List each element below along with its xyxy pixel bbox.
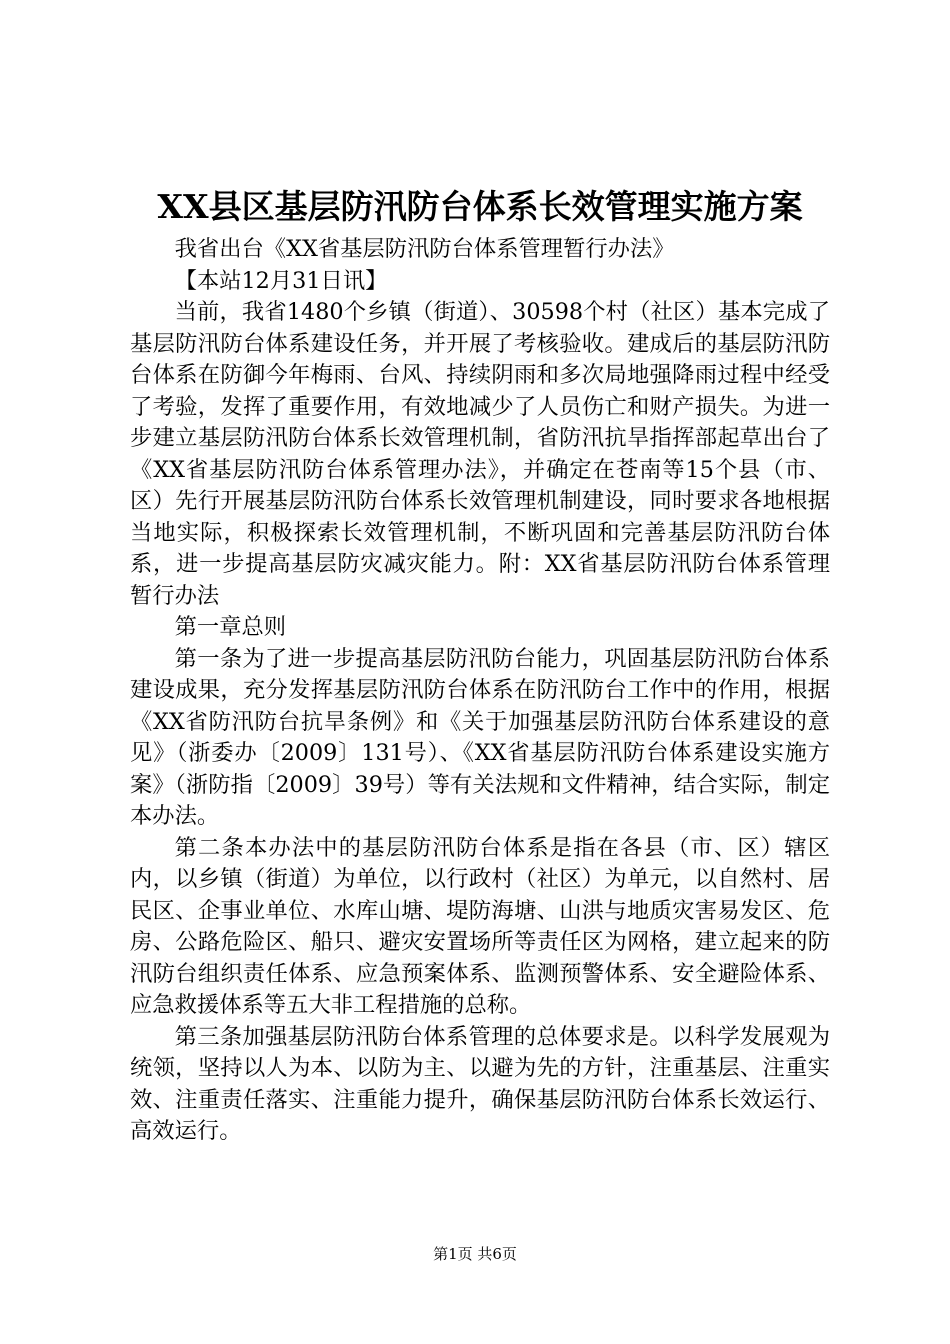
document-title: XX县区基层防汛防台体系长效管理实施方案 <box>157 187 803 226</box>
paragraph-article-3: 第三条加强基层防汛防台体系管理的总体要求是。以科学发展观为统领，坚持以人为本、以防为主、以避为先的方针，注重基层、注重实效、注重责任落实、注重能力提升，确保基层防汛防台体系长效运行、高效运行。 <box>130 1023 830 1144</box>
paragraph-current-status: 当前，我省1480个乡镇（街道）、30598个村（社区）基本完成了基层防汛防台体系建设任务，并开展了考核验收。建成后的基层防汛防台体系在防御今年梅雨、台风、持续阴雨和多次局地强降雨过程中经受了考验，发挥了重要作用，有效地减少了人员伤亡和财产损失。为进一步建立基层防汛防台体系长效管理机制，省防汛抗旱指挥部起草出台了《XX省基层防汛防台体系管理办法》，并确定在苍南等15个县（市、区）先行开展基层防汛防台体系长效管理机制建设，同时要求各地根据当地实际，积极探索长效管理机制，不断巩固和完善基层防汛防台体系，进一步提高基层防灾减灾能力。附：XX省基层防汛防台体系管理暂行办法 <box>130 299 830 609</box>
paragraph-article-1: 第一条为了进一步提高基层防汛防台能力，巩固基层防汛防台体系建设成果，充分发挥基层防汛防台体系在防汛防台工作中的作用，根据《XX省防汛防台抗旱条例》和《关于加强基层防汛防台体系建设的意见》（浙委办〔2009〕131号）、《XX省基层防汛防台体系建设实施方案》（浙防指〔2009〕39号）等有关法规和文件精神，结合实际，制定本办法。 <box>130 645 830 829</box>
page-footer: 第1页 共6页 <box>433 1245 517 1263</box>
paragraph-intro: 我省出台《XX省基层防汛防台体系管理暂行办法》 <box>174 236 675 262</box>
paragraph-dateline: 【本站12月31日讯】 <box>174 267 388 294</box>
paragraph-chapter-heading: 第一章总则 <box>174 614 287 640</box>
document-body <box>130 234 830 1148</box>
paragraph-article-2: 第二条本办法中的基层防汛防台体系是指在各县（市、区）辖区内，以乡镇（街道）为单位，以行政村（社区）为单元，以自然村、居民区、企事业单位、水库山塘、堤防海塘、山洪与地质灾害易发区、危房、公路危险区、船只、避灾安置场所等责任区为网格，建立起来的防汛防台组织责任体系、应急预案体系、监测预警体系、安全避险体系、应急救援体系等五大非工程措施的总称。 <box>130 834 830 1018</box>
